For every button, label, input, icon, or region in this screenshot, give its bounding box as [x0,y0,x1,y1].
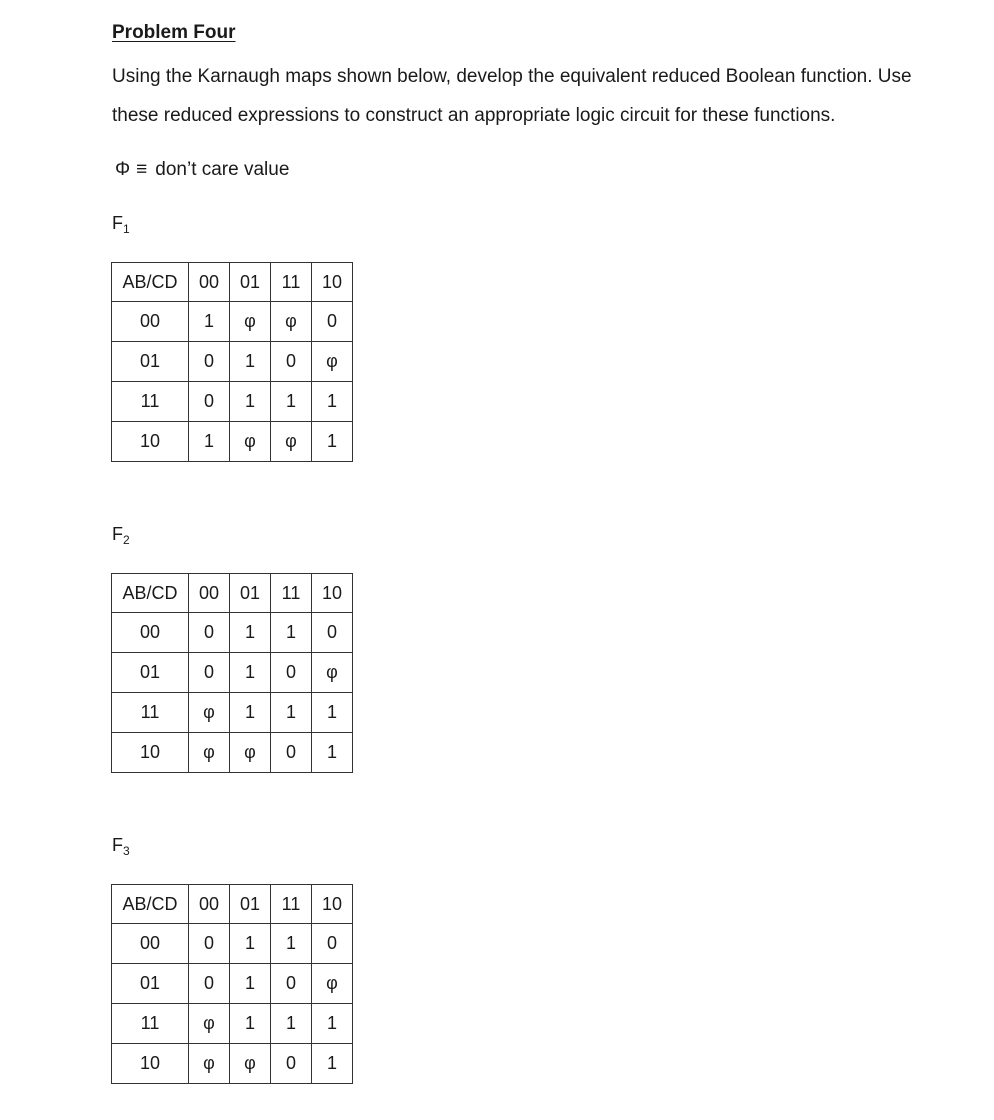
kmap-row-header: 11 [112,1004,189,1044]
kmap-cell: φ [189,693,230,733]
kmap-cell: 1 [230,613,271,653]
kmap-cell: 1 [230,693,271,733]
kmap-row-header: 10 [112,733,189,773]
kmap-row [112,653,353,693]
kmap-col-header: 11 [271,574,312,613]
function-letter: F [112,835,123,855]
function-letter: F [112,213,123,233]
kmap-row-header: 11 [112,693,189,733]
kmap-row [112,964,353,1004]
kmap-cell: φ [230,1044,271,1084]
kmap-row [112,1044,353,1084]
kmap-cell: φ [189,1004,230,1044]
kmap-header-row [112,574,353,613]
kmap-cell: φ [312,653,353,693]
kmap-cell: φ [271,302,312,342]
kmap-cell: φ [312,342,353,382]
kmap-cell: 1 [312,1004,353,1044]
kmap-cell: 1 [312,382,353,422]
kmap-col-header: 01 [230,885,271,924]
kmap-col-header: 01 [230,263,271,302]
kmap-cell: 0 [271,964,312,1004]
kmap-row [112,733,353,773]
kmap-cell: 1 [189,302,230,342]
kmap-row-header: 00 [112,613,189,653]
kmap-corner-label: AB/CD [112,574,189,613]
function-subscript: 3 [123,844,130,858]
kmap-col-header: 01 [230,574,271,613]
kmap-cell: 1 [271,1004,312,1044]
kmap-cell: φ [189,733,230,773]
kmap-cell: 1 [230,382,271,422]
kmap-row-header: 11 [112,382,189,422]
kmap-cell: 1 [312,1044,353,1084]
function-label-f3 [112,835,130,858]
kmap-cell: 0 [271,653,312,693]
kmap-cell: 1 [271,924,312,964]
kmap-cell: 0 [312,613,353,653]
kmap-col-header: 11 [271,263,312,302]
kmap-cell: 1 [312,422,353,462]
problem-title: Problem Four [112,22,236,43]
kmap-row [112,693,353,733]
kmap-row [112,1004,353,1044]
kmap-cell: 0 [271,342,312,382]
kmap-col-header: 10 [312,574,353,613]
kmap-cell: 0 [189,964,230,1004]
kmap-row-header: 00 [112,302,189,342]
function-subscript: 1 [123,222,130,236]
kmap-corner-label: AB/CD [112,885,189,924]
kmap-cell: 1 [230,1004,271,1044]
kmap-col-header: 00 [189,574,230,613]
kmap-cell: 0 [312,302,353,342]
kmap-cell: φ [189,1044,230,1084]
dont-care-text: don’t care value [155,159,290,180]
kmap-col-header: 10 [312,263,353,302]
kmap-cell: 1 [271,613,312,653]
kmap-cell: 1 [312,693,353,733]
function-label-f2 [112,524,130,547]
kmap-f2 [111,573,353,773]
kmap-cell: φ [230,302,271,342]
kmap-cell: 1 [230,924,271,964]
kmap-row [112,342,353,382]
kmap-f1 [111,262,353,462]
kmap-cell: 1 [271,382,312,422]
instructions-line-2: these reduced expressions to construct an appropriate logic circuit for these functions. [112,105,836,126]
kmap-cell: 0 [189,382,230,422]
phi-symbol: Φ [115,159,131,180]
kmap-cell: 1 [230,653,271,693]
kmap-row [112,613,353,653]
kmap-corner-label: AB/CD [112,263,189,302]
kmap-row-header: 01 [112,964,189,1004]
dont-care-legend [115,159,289,181]
kmap-cell: 0 [189,653,230,693]
kmap-row-header: 00 [112,924,189,964]
instructions-line-1: Using the Karnaugh maps shown below, develop the equivalent reduced Boolean function. Use [112,66,912,87]
kmap-cell: 0 [271,733,312,773]
kmap-header-row [112,263,353,302]
kmap-cell: 1 [189,422,230,462]
equiv-symbol: ≡ [136,159,148,180]
kmap-row-header: 10 [112,422,189,462]
kmap-cell: φ [271,422,312,462]
kmap-row [112,422,353,462]
kmap-cell: 0 [189,924,230,964]
kmap-cell: 1 [230,342,271,382]
kmap-col-header: 00 [189,263,230,302]
kmap-header-row [112,885,353,924]
kmap-cell: φ [230,422,271,462]
kmap-cell: φ [312,964,353,1004]
kmap-cell: 1 [230,964,271,1004]
function-subscript: 2 [123,533,130,547]
kmap-col-header: 10 [312,885,353,924]
function-letter: F [112,524,123,544]
kmap-row-header: 01 [112,342,189,382]
kmap-cell: 0 [189,342,230,382]
kmap-cell: φ [230,733,271,773]
kmap-cell: 0 [189,613,230,653]
function-label-f1 [112,213,130,236]
kmap-row-header: 10 [112,1044,189,1084]
kmap-cell: 0 [271,1044,312,1084]
kmap-row [112,924,353,964]
kmap-row-header: 01 [112,653,189,693]
kmap-cell: 0 [312,924,353,964]
kmap-cell: 1 [271,693,312,733]
kmap-col-header: 11 [271,885,312,924]
kmap-row [112,382,353,422]
kmap-cell: 1 [312,733,353,773]
kmap-row [112,302,353,342]
kmap-col-header: 00 [189,885,230,924]
kmap-f3 [111,884,353,1084]
